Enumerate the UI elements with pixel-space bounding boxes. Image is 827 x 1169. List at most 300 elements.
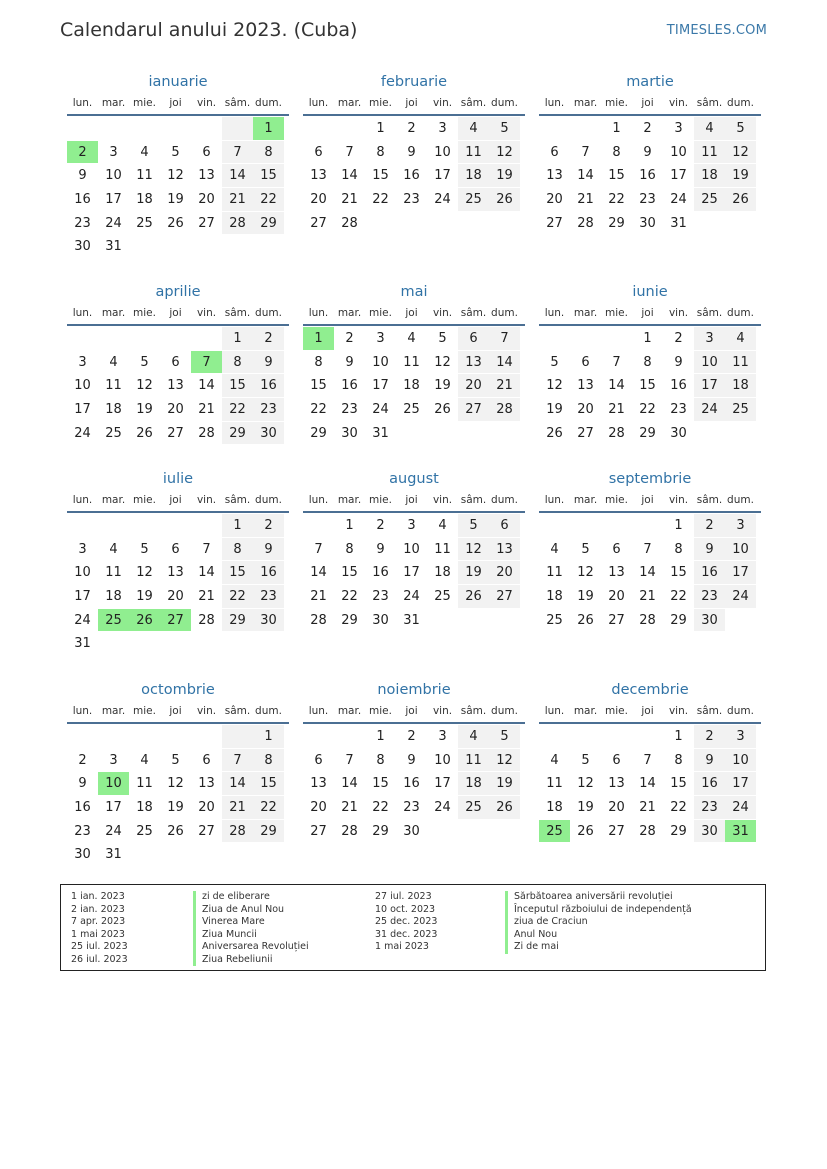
weekend-day-cell: 8 xyxy=(253,749,284,772)
day-cell: 5 xyxy=(581,541,590,557)
weekend-day-cell: 13 xyxy=(458,351,489,374)
day-cell: 9 xyxy=(674,354,683,370)
day-cell: 6 xyxy=(171,354,180,370)
month-title: august xyxy=(389,471,439,487)
weekday-label: mar. xyxy=(101,307,126,319)
month-aprilie xyxy=(67,280,289,445)
legend-holiday-name: Sărbătoarea aniversării revoluției xyxy=(505,891,692,904)
day-cell: 18 xyxy=(403,378,420,394)
empty-cell xyxy=(191,843,222,866)
day-cell: 21 xyxy=(341,800,358,816)
day-cell: 28 xyxy=(341,215,358,231)
weekday-label: dum. xyxy=(255,705,282,717)
holiday-day-cell: 7 xyxy=(191,351,222,374)
weekend-day-cell: 15 xyxy=(222,374,253,397)
empty-cell xyxy=(570,117,601,140)
weekend-day-cell: 20 xyxy=(489,561,520,584)
weekday-label: sâm. xyxy=(460,494,487,506)
day-cell: 17 xyxy=(403,565,420,581)
day-cell: 13 xyxy=(310,168,327,184)
day-cell: 25 xyxy=(136,215,153,231)
weekday-label: dum. xyxy=(491,307,518,319)
month-octombrie xyxy=(67,678,289,867)
weekday-header xyxy=(303,491,525,513)
weekend-day-cell: 7 xyxy=(222,141,253,164)
weekday-label: lun. xyxy=(544,97,565,109)
legend-holiday-name: Zi de mai xyxy=(505,941,692,954)
weekend-day-cell: 29 xyxy=(222,422,253,445)
empty-cell xyxy=(601,327,632,350)
day-cell: 31 xyxy=(670,215,687,231)
day-cell: 20 xyxy=(198,192,215,208)
day-cell: 27 xyxy=(198,215,215,231)
day-cell: 27 xyxy=(577,425,594,441)
brand-link[interactable]: TIMESLES.COM xyxy=(666,23,767,38)
legend-holiday-name: Ziua Rebeliunii xyxy=(193,954,309,967)
weekday-label: vin. xyxy=(668,97,689,109)
month-title: aprilie xyxy=(155,284,201,300)
week-row xyxy=(303,422,525,446)
weekend-day-cell: 3 xyxy=(725,725,756,748)
day-cell: 29 xyxy=(670,823,687,839)
legend-holiday-name: Ziua Muncii xyxy=(193,929,309,942)
day-cell: 1 xyxy=(376,729,385,744)
weekend-day-cell: 18 xyxy=(458,772,489,795)
weekday-label: mar. xyxy=(573,307,598,319)
day-grid xyxy=(67,117,289,259)
day-cell: 5 xyxy=(140,354,149,370)
week-row xyxy=(67,585,289,609)
day-cell: 6 xyxy=(171,541,180,557)
weekday-label: mar. xyxy=(101,494,126,506)
legend-names-col-1 xyxy=(193,891,309,966)
weekday-label: vin. xyxy=(432,97,453,109)
empty-cell xyxy=(67,725,98,748)
week-row xyxy=(303,820,525,844)
day-cell: 11 xyxy=(136,776,153,792)
weekend-day-cell: 7 xyxy=(489,327,520,350)
weekend-day-cell: 14 xyxy=(222,164,253,187)
weekend-day-cell: 20 xyxy=(458,374,489,397)
weekday-header xyxy=(67,94,289,116)
weekday-label: dum. xyxy=(727,307,754,319)
empty-cell xyxy=(396,212,427,235)
day-cell: 29 xyxy=(372,823,389,839)
weekday-label: dum. xyxy=(727,705,754,717)
day-cell: 31 xyxy=(74,636,91,652)
empty-cell xyxy=(129,117,160,140)
day-cell: 21 xyxy=(341,192,358,208)
day-cell: 17 xyxy=(372,378,389,394)
weekday-label: sâm. xyxy=(224,307,251,319)
empty-cell xyxy=(191,725,222,748)
weekday-label: lun. xyxy=(544,307,565,319)
empty-cell xyxy=(160,235,191,258)
legend-names-col-2 xyxy=(505,891,692,954)
day-cell: 22 xyxy=(639,402,656,418)
weekday-label: mie. xyxy=(605,307,628,319)
weekday-label: joi xyxy=(405,494,418,506)
day-grid xyxy=(67,725,289,867)
week-row xyxy=(303,164,525,188)
legend-date: 1 mai 2023 xyxy=(375,941,429,952)
empty-cell xyxy=(334,725,365,748)
week-row xyxy=(303,772,525,796)
day-cell: 3 xyxy=(438,121,447,136)
weekend-day-cell: 19 xyxy=(725,164,756,187)
day-cell: 5 xyxy=(581,752,590,768)
day-cell: 20 xyxy=(198,800,215,816)
week-row xyxy=(67,422,289,446)
legend-date: 1 mai 2023 xyxy=(71,928,125,940)
weekend-day-cell: 8 xyxy=(222,351,253,374)
day-cell: 17 xyxy=(74,589,91,605)
month-title: octombrie xyxy=(141,682,215,698)
empty-cell xyxy=(191,632,222,655)
day-cell: 17 xyxy=(74,402,91,418)
week-row xyxy=(67,212,289,236)
day-cell: 2 xyxy=(78,752,87,768)
weekend-day-cell: 4 xyxy=(694,117,725,140)
weekend-day-cell: 28 xyxy=(222,212,253,235)
weekend-day-cell: 24 xyxy=(694,398,725,421)
holiday-day-cell: 2 xyxy=(67,141,98,164)
weekend-day-cell: 10 xyxy=(694,351,725,374)
weekend-day-cell: 27 xyxy=(458,398,489,421)
day-cell: 22 xyxy=(372,800,389,816)
weekend-day-cell: 12 xyxy=(489,141,520,164)
weekday-label: mar. xyxy=(573,705,598,717)
day-cell: 17 xyxy=(105,192,122,208)
empty-cell xyxy=(129,235,160,258)
weekday-label: dum. xyxy=(255,97,282,109)
day-cell: 15 xyxy=(608,168,625,184)
day-cell: 19 xyxy=(577,800,594,816)
day-cell: 11 xyxy=(434,541,451,557)
week-row xyxy=(539,772,761,796)
empty-cell xyxy=(98,725,129,748)
day-cell: 17 xyxy=(105,800,122,816)
day-cell: 26 xyxy=(167,215,184,231)
weekend-day-cell: 12 xyxy=(489,749,520,772)
day-cell: 6 xyxy=(202,752,211,768)
day-cell: 29 xyxy=(670,612,687,628)
day-grid xyxy=(539,117,761,235)
day-cell: 23 xyxy=(403,192,420,208)
day-cell: 21 xyxy=(198,589,215,605)
day-cell: 13 xyxy=(577,378,594,394)
legend-date: 10 oct. 2023 xyxy=(375,903,436,915)
weekend-day-cell: 29 xyxy=(253,212,284,235)
weekday-label: dum. xyxy=(491,494,518,506)
day-cell: 30 xyxy=(74,239,91,255)
weekday-label: vin. xyxy=(668,494,689,506)
legend-holiday-name: Ziua de Anul Nou xyxy=(193,904,309,917)
weekday-label: vin. xyxy=(668,705,689,717)
weekday-label: mie. xyxy=(133,494,156,506)
empty-cell xyxy=(725,422,756,445)
day-cell: 27 xyxy=(167,425,184,441)
holiday-day-cell: 25 xyxy=(539,820,570,843)
week-row xyxy=(303,561,525,585)
day-cell: 8 xyxy=(376,752,385,768)
day-cell: 27 xyxy=(198,823,215,839)
legend-date: 26 iul. 2023 xyxy=(71,953,128,965)
day-cell: 12 xyxy=(167,776,184,792)
day-cell: 18 xyxy=(434,565,451,581)
weekend-day-cell: 28 xyxy=(222,820,253,843)
week-row xyxy=(539,141,761,165)
day-cell: 7 xyxy=(643,541,652,557)
day-cell: 3 xyxy=(674,121,683,136)
week-row xyxy=(303,141,525,165)
weekend-day-cell: 3 xyxy=(694,327,725,350)
legend-date: 7 apr. 2023 xyxy=(71,916,126,927)
weekday-label: lun. xyxy=(72,705,93,717)
month-title: decembrie xyxy=(611,682,689,698)
day-cell: 29 xyxy=(608,215,625,231)
day-cell: 25 xyxy=(546,612,563,628)
day-grid xyxy=(539,327,761,445)
empty-cell xyxy=(191,327,222,350)
week-row xyxy=(539,374,761,398)
day-cell: 10 xyxy=(434,752,451,768)
legend-date: 1 ian. 2023 xyxy=(71,891,125,902)
empty-cell xyxy=(489,422,520,445)
empty-cell xyxy=(489,212,520,235)
weekend-day-cell: 18 xyxy=(694,164,725,187)
weekend-day-cell: 11 xyxy=(694,141,725,164)
day-cell: 7 xyxy=(314,541,323,557)
empty-cell xyxy=(191,117,222,140)
day-cell: 11 xyxy=(546,565,563,581)
weekend-day-cell: 1 xyxy=(222,327,253,350)
day-cell: 30 xyxy=(403,823,420,839)
day-cell: 19 xyxy=(136,589,153,605)
day-cell: 11 xyxy=(546,776,563,792)
day-cell: 6 xyxy=(612,752,621,768)
day-cell: 6 xyxy=(202,144,211,160)
week-row xyxy=(67,327,289,351)
month-title: ianuarie xyxy=(148,74,208,90)
holiday-day-cell: 10 xyxy=(98,772,129,795)
day-cell: 25 xyxy=(136,823,153,839)
day-cell: 16 xyxy=(670,378,687,394)
weekday-label: lun. xyxy=(544,494,565,506)
weekend-day-cell: 22 xyxy=(253,796,284,819)
day-cell: 24 xyxy=(372,402,389,418)
day-cell: 15 xyxy=(670,565,687,581)
day-cell: 7 xyxy=(612,354,621,370)
legend-date: 25 dec. 2023 xyxy=(375,916,438,927)
empty-cell xyxy=(160,632,191,655)
day-cell: 24 xyxy=(434,192,451,208)
weekend-day-cell: 30 xyxy=(694,609,725,632)
day-cell: 24 xyxy=(670,192,687,208)
day-cell: 23 xyxy=(372,589,389,605)
week-row xyxy=(303,725,525,749)
legend-holiday-name: Începutul războiului de independență xyxy=(505,904,692,917)
day-cell: 17 xyxy=(434,776,451,792)
week-row xyxy=(303,609,525,633)
day-cell: 23 xyxy=(74,215,91,231)
page-title: Calendarul anului 2023. (Cuba) xyxy=(60,19,358,41)
day-cell: 4 xyxy=(140,752,149,768)
day-cell: 28 xyxy=(198,612,215,628)
weekend-day-cell: 4 xyxy=(458,117,489,140)
weekend-day-cell: 21 xyxy=(222,796,253,819)
day-cell: 21 xyxy=(608,402,625,418)
day-cell: 28 xyxy=(310,612,327,628)
week-row xyxy=(67,561,289,585)
legend-holiday-name: zi de eliberare xyxy=(193,891,309,904)
day-cell: 20 xyxy=(608,800,625,816)
day-cell: 9 xyxy=(407,752,416,768)
month-title: februarie xyxy=(380,74,448,90)
day-cell: 29 xyxy=(341,612,358,628)
day-cell: 4 xyxy=(550,752,559,768)
month-iunie xyxy=(539,280,761,445)
month-title: iunie xyxy=(632,284,668,300)
empty-cell xyxy=(632,725,663,748)
weekday-label: vin. xyxy=(668,307,689,319)
day-cell: 9 xyxy=(78,776,87,792)
weekday-label: sâm. xyxy=(696,307,723,319)
week-row xyxy=(303,398,525,422)
day-cell: 28 xyxy=(639,612,656,628)
weekend-day-cell: 22 xyxy=(253,188,284,211)
day-cell: 5 xyxy=(550,354,559,370)
weekend-day-cell: 5 xyxy=(489,725,520,748)
week-row xyxy=(303,749,525,773)
day-cell: 21 xyxy=(639,589,656,605)
day-cell: 1 xyxy=(612,121,621,136)
week-row xyxy=(539,164,761,188)
day-cell: 20 xyxy=(167,589,184,605)
day-cell: 18 xyxy=(105,402,122,418)
holiday-day-cell: 1 xyxy=(253,117,284,140)
weekend-day-cell: 24 xyxy=(725,796,756,819)
day-cell: 28 xyxy=(608,425,625,441)
page-header xyxy=(60,19,767,47)
empty-cell xyxy=(129,632,160,655)
weekend-day-cell: 12 xyxy=(458,538,489,561)
day-cell: 28 xyxy=(198,425,215,441)
day-cell: 25 xyxy=(403,402,420,418)
weekend-day-cell: 19 xyxy=(458,561,489,584)
weekend-day-cell: 16 xyxy=(253,561,284,584)
day-cell: 13 xyxy=(608,565,625,581)
day-cell: 4 xyxy=(140,144,149,160)
day-cell: 8 xyxy=(674,541,683,557)
weekday-label: joi xyxy=(405,705,418,717)
weekday-header xyxy=(303,702,525,724)
day-cell: 9 xyxy=(643,144,652,160)
weekday-header xyxy=(303,304,525,326)
weekend-day-cell: 23 xyxy=(253,585,284,608)
weekday-label: dum. xyxy=(491,97,518,109)
day-cell: 7 xyxy=(345,752,354,768)
day-cell: 14 xyxy=(310,565,327,581)
day-cell: 30 xyxy=(639,215,656,231)
day-cell: 21 xyxy=(198,402,215,418)
weekend-day-cell: 10 xyxy=(725,749,756,772)
day-grid xyxy=(303,725,525,843)
day-cell: 20 xyxy=(310,800,327,816)
week-row xyxy=(539,422,761,446)
weekend-day-cell: 14 xyxy=(489,351,520,374)
day-cell: 23 xyxy=(639,192,656,208)
empty-cell xyxy=(365,212,396,235)
day-cell: 23 xyxy=(670,402,687,418)
day-grid xyxy=(539,514,761,632)
day-cell: 30 xyxy=(74,847,91,863)
week-row xyxy=(67,820,289,844)
day-cell: 8 xyxy=(643,354,652,370)
day-cell: 4 xyxy=(109,541,118,557)
day-cell: 30 xyxy=(670,425,687,441)
month-septembrie xyxy=(539,467,761,632)
day-cell: 24 xyxy=(74,612,91,628)
weekend-day-cell: 17 xyxy=(694,374,725,397)
weekend-day-cell: 27 xyxy=(489,585,520,608)
weekday-header xyxy=(539,304,761,326)
weekend-day-cell: 4 xyxy=(458,725,489,748)
weekend-day-cell: 17 xyxy=(725,561,756,584)
day-cell: 22 xyxy=(341,589,358,605)
legend-date: 27 iul. 2023 xyxy=(375,891,432,902)
weekday-label: mar. xyxy=(573,97,598,109)
day-cell: 14 xyxy=(639,776,656,792)
weekday-label: mar. xyxy=(101,97,126,109)
day-cell: 9 xyxy=(407,144,416,160)
day-cell: 7 xyxy=(345,144,354,160)
day-cell: 26 xyxy=(577,612,594,628)
day-cell: 11 xyxy=(136,168,153,184)
weekend-day-cell: 19 xyxy=(489,772,520,795)
empty-cell xyxy=(253,235,284,258)
weekday-label: vin. xyxy=(432,494,453,506)
week-row xyxy=(67,374,289,398)
weekday-label: sâm. xyxy=(460,307,487,319)
day-cell: 14 xyxy=(608,378,625,394)
day-cell: 18 xyxy=(136,192,153,208)
day-cell: 3 xyxy=(78,541,87,557)
day-cell: 10 xyxy=(670,144,687,160)
day-cell: 19 xyxy=(167,192,184,208)
empty-cell xyxy=(191,235,222,258)
day-cell: 17 xyxy=(670,168,687,184)
day-cell: 13 xyxy=(546,168,563,184)
day-cell: 3 xyxy=(78,354,87,370)
empty-cell xyxy=(129,725,160,748)
weekend-day-cell: 13 xyxy=(489,538,520,561)
day-cell: 10 xyxy=(105,168,122,184)
day-cell: 3 xyxy=(438,729,447,744)
day-cell: 12 xyxy=(167,168,184,184)
weekday-header xyxy=(67,491,289,513)
weekday-label: lun. xyxy=(72,307,93,319)
day-cell: 15 xyxy=(341,565,358,581)
empty-cell xyxy=(570,514,601,537)
empty-cell xyxy=(694,212,725,235)
week-row xyxy=(67,351,289,375)
weekday-label: joi xyxy=(641,307,654,319)
day-cell: 31 xyxy=(403,612,420,628)
weekday-label: sâm. xyxy=(224,494,251,506)
holiday-legend xyxy=(60,884,766,971)
day-cell: 29 xyxy=(639,425,656,441)
